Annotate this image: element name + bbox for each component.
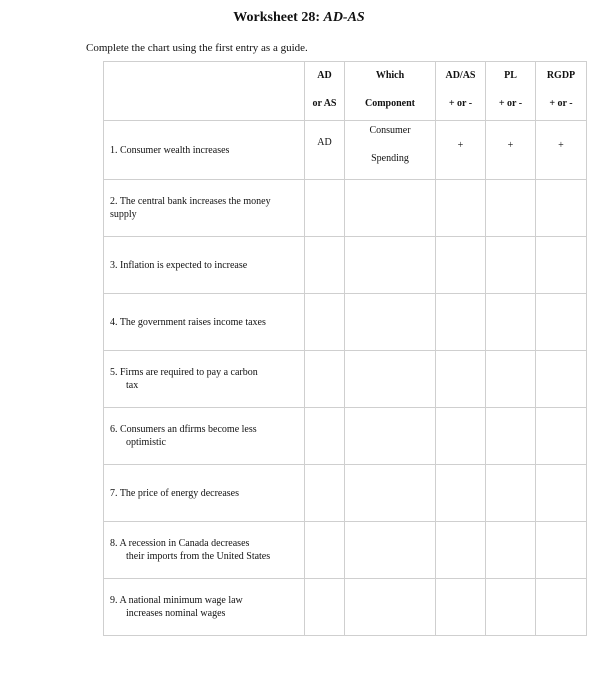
title-italic-text: AD-AS	[323, 10, 365, 25]
header-component: Which Component	[345, 62, 436, 121]
table-row	[104, 351, 587, 408]
component-cell[interactable]	[345, 180, 436, 237]
adas-direction-cell[interactable]: +	[436, 121, 486, 180]
header-blank	[104, 62, 305, 121]
row-description: 6. Consumers an dfirms become less optimistic	[104, 408, 305, 465]
ad-or-as-cell[interactable]: AD	[305, 121, 345, 180]
row-description: 3. Inflation is expected to increase	[104, 237, 305, 294]
rgdp-cell[interactable]	[536, 180, 587, 237]
row-description: 1. Consumer wealth increases	[104, 121, 305, 180]
rgdp-cell[interactable]: +	[536, 121, 587, 180]
ad-or-as-cell[interactable]	[305, 237, 345, 294]
component-cell[interactable]	[345, 522, 436, 579]
rgdp-cell[interactable]	[536, 237, 587, 294]
rgdp-cell[interactable]	[536, 522, 587, 579]
adas-direction-cell[interactable]	[436, 237, 486, 294]
ad-or-as-cell[interactable]	[305, 579, 345, 636]
rgdp-cell[interactable]	[536, 465, 587, 522]
rgdp-cell[interactable]	[536, 294, 587, 351]
component-cell[interactable]	[345, 465, 436, 522]
table-row	[104, 121, 587, 180]
pl-cell[interactable]	[486, 465, 536, 522]
ad-or-as-cell[interactable]	[305, 408, 345, 465]
table-row	[104, 465, 587, 522]
rgdp-cell[interactable]	[536, 579, 587, 636]
component-cell[interactable]	[345, 351, 436, 408]
table-row	[104, 579, 587, 636]
header-ad-or-as: AD or AS	[305, 62, 345, 121]
header-rgdp: RGDP + or -	[536, 62, 587, 121]
pl-cell[interactable]	[486, 351, 536, 408]
pl-cell[interactable]	[486, 522, 536, 579]
pl-cell[interactable]	[486, 294, 536, 351]
ad-or-as-cell[interactable]	[305, 294, 345, 351]
adas-direction-cell[interactable]	[436, 465, 486, 522]
component-cell[interactable]	[345, 237, 436, 294]
worksheet-table	[103, 61, 587, 636]
pl-cell[interactable]	[486, 579, 536, 636]
adas-direction-cell[interactable]	[436, 408, 486, 465]
pl-cell[interactable]	[486, 237, 536, 294]
row-description: 2. The central bank increases the money supply	[104, 180, 305, 237]
table-row	[104, 294, 587, 351]
row-description: 4. The government raises income taxes	[104, 294, 305, 351]
row-description: 5. Firms are required to pay a carbon tax	[104, 351, 305, 408]
pl-cell[interactable]	[486, 408, 536, 465]
component-cell[interactable]: Consumer Spending	[345, 121, 436, 180]
adas-direction-cell[interactable]	[436, 180, 486, 237]
pl-cell[interactable]: +	[486, 121, 536, 180]
row-description: 8. A recession in Canada decreases their imports from the United States	[104, 522, 305, 579]
header-row	[104, 62, 587, 121]
table-row	[104, 237, 587, 294]
pl-cell[interactable]	[486, 180, 536, 237]
title-text: Worksheet 28:	[233, 10, 324, 25]
row-description: 7. The price of energy decreases	[104, 465, 305, 522]
instructions: Complete the chart using the first entry as a guide.	[86, 42, 308, 54]
ad-or-as-cell[interactable]	[305, 465, 345, 522]
component-cell[interactable]	[345, 408, 436, 465]
worksheet-title	[0, 10, 598, 26]
adas-direction-cell[interactable]	[436, 294, 486, 351]
rgdp-cell[interactable]	[536, 408, 587, 465]
adas-direction-cell[interactable]	[436, 579, 486, 636]
table-row	[104, 408, 587, 465]
adas-direction-cell[interactable]	[436, 351, 486, 408]
row-description: 9. A national minimum wage law increases nominal wages	[104, 579, 305, 636]
adas-direction-cell[interactable]	[436, 522, 486, 579]
component-cell[interactable]	[345, 579, 436, 636]
component-cell[interactable]	[345, 294, 436, 351]
ad-or-as-cell[interactable]	[305, 351, 345, 408]
table-row	[104, 522, 587, 579]
ad-or-as-cell[interactable]	[305, 522, 345, 579]
header-adas-direction: AD/AS + or -	[436, 62, 486, 121]
ad-or-as-cell[interactable]	[305, 180, 345, 237]
header-pl: PL + or -	[486, 62, 536, 121]
rgdp-cell[interactable]	[536, 351, 587, 408]
table-row	[104, 180, 587, 237]
